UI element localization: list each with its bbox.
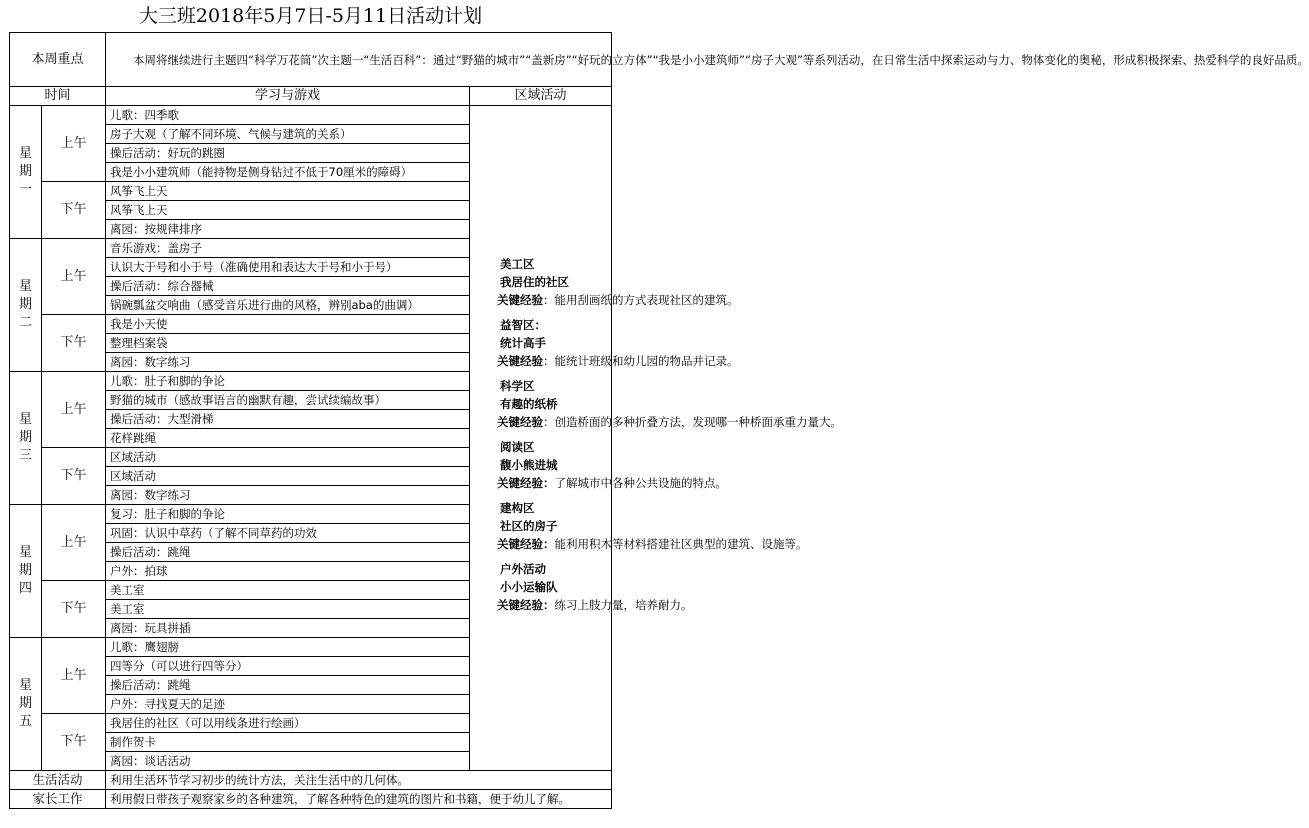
region-activity-title: 我居住的社区 — [500, 275, 570, 289]
region-activity-title: 馥小熊进城 — [500, 458, 558, 472]
page-title: 大三班2018年5月7日-5月11日活动计划 — [138, 5, 483, 27]
region-block — [474, 255, 739, 309]
header-activities: 学习与游戏 — [106, 87, 470, 106]
activity-cell: 区域活动 — [106, 448, 470, 467]
activity-cell: 儿歌：四季歌 — [106, 106, 470, 125]
activity-cell: 四等分（可以进行四等分） — [106, 657, 470, 676]
region-key-experience — [474, 596, 693, 614]
day-name: 星期五 — [18, 678, 32, 729]
day-name: 星期二 — [18, 279, 32, 330]
region-key-experience — [474, 352, 739, 370]
region-name: 科学区 — [500, 379, 535, 393]
activity-cell: 操后活动：大型滑梯 — [106, 410, 470, 429]
focus-text: 本周将继续进行主题四“科学万花筒”次主题一“生活百科”：通过“野猫的城市”“盖新房”“好玩的立方体”“我是小小建筑师”“房子大观”等系列活动，在日常生活中探索运动与力、物体变化的奥秘，形成积极探索、热爱科学的良好品质。 — [106, 33, 612, 87]
activity-cell: 离园：玩具拼插 — [106, 619, 470, 638]
region-activities — [470, 106, 843, 771]
afternoon-label: 下午 — [42, 315, 106, 372]
region-activity-title: 有趣的纸桥 — [500, 397, 558, 411]
activity-cell: 制作贺卡 — [106, 733, 470, 752]
header-row — [10, 87, 612, 106]
key-experience-text: ：能统计班级和幼儿园的物品并记录。 — [543, 354, 739, 368]
activity-cell: 操后活动：好玩的跳圈 — [106, 144, 470, 163]
key-experience-text: 能利用积木等材料搭建社区典型的建筑、设施等。 — [554, 537, 808, 551]
key-experience-text: 了解城市中各种公共设施的特点。 — [554, 476, 728, 490]
region-name: 美工区 — [500, 257, 535, 271]
region-key-experience — [474, 413, 843, 431]
region-name: 阅读区 — [500, 440, 535, 454]
key-experience-label: 关键经验： — [497, 476, 555, 490]
activity-cell: 操后活动：跳绳 — [106, 543, 470, 562]
activity-cell: 户外：寻找夏天的足迹 — [106, 695, 470, 714]
life-activities-row — [10, 771, 612, 790]
region-name: 户外活动 — [500, 562, 547, 576]
afternoon-label: 下午 — [42, 581, 106, 638]
day-label — [10, 372, 42, 505]
region-key-experience — [474, 535, 808, 553]
key-experience-label: 关键经验 — [497, 293, 544, 307]
afternoon-label: 下午 — [42, 714, 106, 771]
morning-label: 上午 — [42, 372, 106, 448]
region-block — [474, 438, 728, 492]
activity-cell: 我居住的社区（可以用线条进行绘画） — [106, 714, 470, 733]
key-experience-label: 关键经验 — [497, 415, 544, 429]
region-activity-title: 统计高手 — [500, 336, 547, 350]
morning-label: 上午 — [42, 106, 106, 182]
activity-cell: 操后活动：跳绳 — [106, 676, 470, 695]
day-name: 星期三 — [18, 412, 32, 463]
day-label — [10, 505, 42, 638]
key-experience-text: ：创造桥面的多种折叠方法，发现哪一种桥面承重力量大。 — [543, 415, 843, 429]
afternoon-label: 下午 — [42, 448, 106, 505]
activity-cell: 美工室 — [106, 581, 470, 600]
activity-cell: 房子大观（了解不同环境、气候与建筑的关系） — [106, 125, 470, 144]
life-activities-label: 生活活动 — [10, 771, 106, 790]
day-label — [10, 239, 42, 372]
day-name: 星期一 — [18, 146, 32, 197]
key-experience-label: 关键经验 — [497, 354, 544, 368]
activity-cell: 户外：拍球 — [106, 562, 470, 581]
activity-cell: 儿歌：鹰翅膀 — [106, 638, 470, 657]
parent-work-row — [10, 790, 612, 809]
activity-cell: 离园：数字练习 — [106, 486, 470, 505]
region-activity-title: 社区的房子 — [500, 519, 558, 533]
region-block — [474, 499, 808, 553]
key-experience-label: 关键经验： — [497, 537, 555, 551]
key-experience-text: ：能用刮画纸的方式表现社区的建筑。 — [543, 293, 739, 307]
day-label — [10, 106, 42, 239]
activity-cell: 美工室 — [106, 600, 470, 619]
region-key-experience — [474, 291, 739, 309]
region-key-experience — [474, 474, 728, 492]
morning-label: 上午 — [42, 638, 106, 714]
activity-cell: 整理档案袋 — [106, 334, 470, 353]
afternoon-label: 下午 — [42, 182, 106, 239]
day-label — [10, 638, 42, 771]
activity-cell: 认识大于号和小于号（准确使用和表达大于号和小于号） — [106, 258, 470, 277]
activity-cell: 风筝飞上天 — [106, 182, 470, 201]
key-experience-text: 练习上肢力量，培养耐力。 — [554, 598, 693, 612]
activity-cell: 我是小天使 — [106, 315, 470, 334]
activity-cell: 离园：按规律排序 — [106, 220, 470, 239]
region-name: 建构区 — [500, 501, 535, 515]
key-experience-label: 关键经验： — [497, 598, 555, 612]
focus-label: 本周重点 — [10, 33, 106, 87]
activity-cell: 巩固：认识中草药（了解不同草药的功效 — [106, 524, 470, 543]
day-name: 星期四 — [18, 545, 32, 596]
activity-cell: 区域活动 — [106, 467, 470, 486]
morning-label: 上午 — [42, 505, 106, 581]
region-block — [474, 560, 693, 614]
activity-cell: 音乐游戏：盖房子 — [106, 239, 470, 258]
activity-cell: 儿歌：肚子和脚的争论 — [106, 372, 470, 391]
activity-cell: 离园：数字练习 — [106, 353, 470, 372]
activity-cell: 风筝飞上天 — [106, 201, 470, 220]
activity-cell: 花样跳绳 — [106, 429, 470, 448]
life-activities-text: 利用生活环节学习初步的统计方法，关注生活中的几何体。 — [106, 771, 612, 790]
activity-cell: 离园：谈话活动 — [106, 752, 470, 771]
region-name: 益智区： — [500, 318, 547, 332]
activity-cell: 操后活动：综合器械 — [106, 277, 470, 296]
region-activity-title: 小小运输队 — [500, 580, 558, 594]
morning-label: 上午 — [42, 239, 106, 315]
activity-cell: 锅碗瓢盆交响曲（感受音乐进行曲的风格，辨别aba的曲调） — [106, 296, 470, 315]
weekly-plan-table — [9, 32, 1309, 809]
activity-row — [10, 106, 612, 125]
focus-row — [10, 33, 612, 87]
parent-work-label: 家长工作 — [10, 790, 106, 809]
region-block — [474, 316, 739, 370]
header-time: 时间 — [10, 87, 106, 106]
activity-cell: 复习：肚子和脚的争论 — [106, 505, 470, 524]
region-block — [474, 377, 843, 431]
parent-work-text: 利用假日带孩子观察家乡的各种建筑，了解各种特色的建筑的图片和书籍，便于幼儿了解。 — [106, 790, 612, 809]
header-region: 区域活动 — [470, 87, 612, 106]
activity-cell: 野猫的城市（感故事语言的幽默有趣，尝试续编故事） — [106, 391, 470, 410]
activity-cell: 我是小小建筑师（能持物是侧身钻过不低于70厘米的障碍） — [106, 163, 470, 182]
